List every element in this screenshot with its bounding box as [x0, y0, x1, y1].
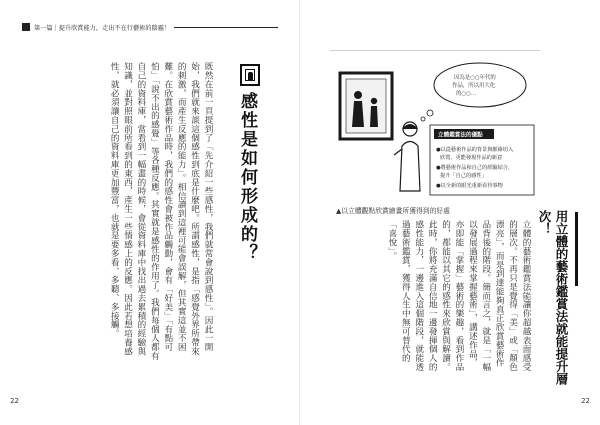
left-page-number: 22 [10, 397, 19, 405]
right-headline: 用立體的藝術鑑賞法就能提升層次！ [537, 210, 569, 385]
museum-illustration [330, 50, 540, 203]
bubble-text-1: 因為是○○年代的 [454, 75, 496, 81]
svg-text:提升「自己的感性」: 提升「自己的感性」 [440, 173, 487, 179]
right-page-number: 22 [581, 397, 590, 405]
bubble-text-3: 的○○… [456, 91, 477, 97]
section-title: 感性是如何形成的？ [237, 92, 257, 263]
bubble-text-2: 作品，所以用大化 [452, 83, 496, 89]
viewer-figure [394, 122, 420, 191]
painting-icon [240, 64, 260, 86]
box-item-1: ●以從藝術作品的背景與脈絡切入 [436, 147, 514, 153]
box-title: 立體鑑賞法的優點 [438, 132, 483, 139]
chapter-badge-icon [22, 23, 30, 31]
left-body-text: 既然在前一頁提到了「先介紹一些感性，我們就常會說到感性」。因此一開始，我們就來談這個感性到底是什麼吧。所謂感性，是指「感覺外界所帶來的刺激，而產生反應的能力」。相信讀到這裡可能會誤解，但其實這並不困難。在欣賞藝術作品時，我們的感性會被作品觸動，會有「好美」「有點可怕」「說不出的感覺」等各種反應。其實就是感性的作用了。我們每個人都有自己的資料庫，當看到一幅畫的時候，會從資料庫中找出過去累積的經驗與知識，並對照眼前所看到的東西，產生一些情感上的反應。因此若想培養感性，就必須讓自己的資料庫更加豐富，也就是要多看、多聽、多接觸。 [109, 62, 213, 361]
right-body-text: 立體的藝術鑑賞法能讓你超越表面感受的層次。不再只是覺得「美」或「顏色漂亮」，而是到達能夠真正欣賞藝術作品背後的階段。簡而言之，就是「一幅以發展過程來掌握藝術」，講述作品，亦即能「掌握」藝術的樂趣，看到作品的，都能以其它的感性來欣賞與解讀。此時，你將充滿自信地一邊發揮個人的感性能力，一邊進入這個階段，就能透過藝術鑑賞，獲得人生中無可替代的「喜悅」。 [386, 220, 531, 372]
illustration-caption: ▲以立體觀點欣賞繪畫所獲得到的好處 [336, 207, 450, 215]
headline-bar [575, 212, 578, 286]
right-page [300, 0, 600, 425]
box-item-2: ●將藝術作品和自己的經驗結合， [436, 165, 514, 171]
chapter-title: 第一篇｜提升欣賞能力，走出不在行藝術的陰霾！ [34, 24, 171, 32]
header-rule [174, 27, 278, 28]
box-item-3: ●以全新的眼光重新看待事物 [436, 183, 503, 189]
advantages-box [430, 125, 534, 195]
svg-text:欣賞，更能發現作品的新意: 欣賞，更能發現作品的新意 [440, 155, 503, 161]
chapter-header [22, 20, 278, 34]
